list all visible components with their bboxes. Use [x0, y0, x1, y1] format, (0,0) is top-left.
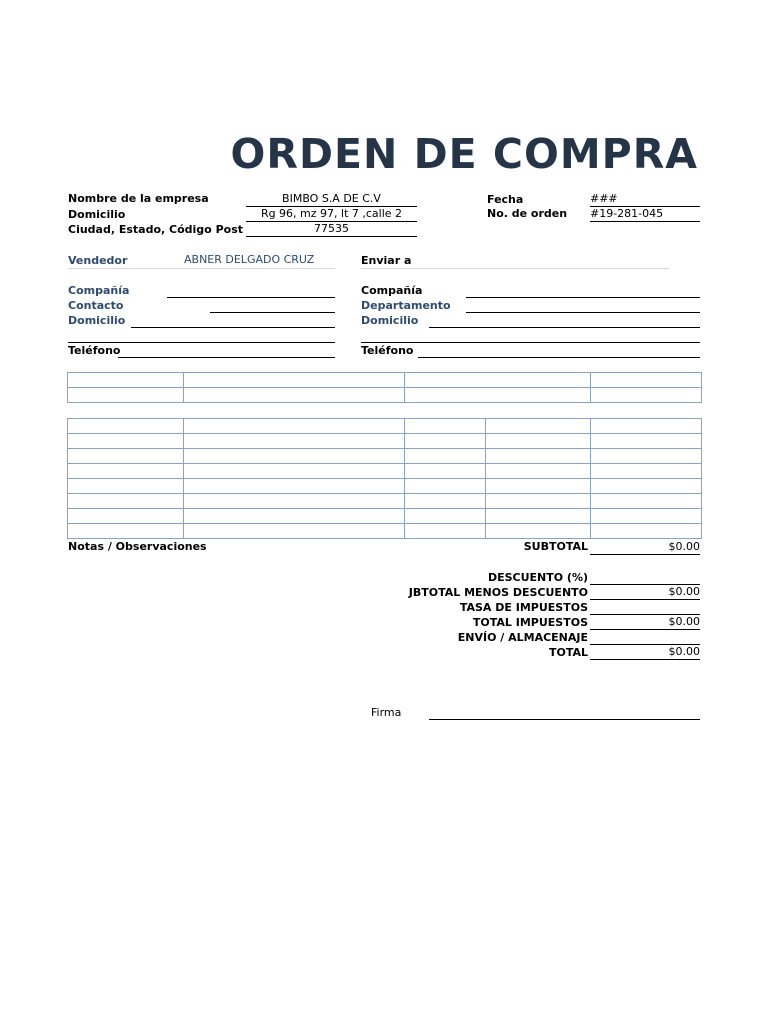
shipping-info-table: [67, 372, 702, 403]
table-cell[interactable]: [591, 388, 702, 403]
table-cell[interactable]: [68, 479, 184, 494]
subtotal-less-discount-value[interactable]: $0.00: [590, 585, 700, 600]
table-cell[interactable]: [184, 434, 405, 449]
vendor-phone-label: Teléfono: [68, 344, 120, 357]
table-cell[interactable]: [184, 449, 405, 464]
total-tax-label: TOTAL IMPUESTOS: [472, 616, 588, 629]
table-cell[interactable]: [184, 479, 405, 494]
items-table: [67, 418, 702, 539]
ship-to-address-field[interactable]: [429, 327, 700, 328]
table-cell[interactable]: [68, 449, 184, 464]
table-cell[interactable]: [68, 373, 184, 388]
table-cell[interactable]: [405, 388, 591, 403]
ship-to-address-field-2[interactable]: [361, 342, 700, 343]
table-cell[interactable]: [486, 449, 591, 464]
subtotal-less-discount-label: JBTOTAL MENOS DESCUENTO: [408, 586, 588, 599]
table-cell[interactable]: [184, 494, 405, 509]
table-row: [68, 419, 702, 434]
table-cell[interactable]: [591, 449, 702, 464]
table-cell[interactable]: [405, 449, 486, 464]
table-row: [68, 449, 702, 464]
table-cell[interactable]: [591, 434, 702, 449]
table-cell[interactable]: [405, 464, 486, 479]
table-cell[interactable]: [486, 464, 591, 479]
tax-rate-value[interactable]: [590, 600, 700, 615]
vendor-contact-label: Contacto: [68, 299, 124, 312]
table-cell[interactable]: [68, 464, 184, 479]
table-cell[interactable]: [486, 479, 591, 494]
ship-to-divider: [361, 268, 669, 269]
subtotal-value[interactable]: $0.00: [590, 540, 700, 555]
table-cell[interactable]: [591, 524, 702, 539]
subtotal-label: SUBTOTAL: [523, 540, 588, 553]
total-value[interactable]: $0.00: [590, 645, 700, 660]
table-cell[interactable]: [68, 494, 184, 509]
company-city-label: Ciudad, Estado, Código Post: [68, 223, 243, 236]
table-cell[interactable]: [184, 464, 405, 479]
table-row: [68, 479, 702, 494]
table-cell[interactable]: [486, 494, 591, 509]
table-cell[interactable]: [591, 373, 702, 388]
vendor-company-field[interactable]: [167, 297, 335, 298]
vendor-address-label: Domicilio: [68, 314, 126, 327]
ship-to-phone-field[interactable]: [418, 357, 700, 358]
order-number-value[interactable]: #19-281-045: [590, 207, 700, 222]
table-cell[interactable]: [405, 419, 486, 434]
vendor-address-field-2[interactable]: [68, 342, 335, 343]
company-name-value[interactable]: BIMBO S.A DE C.V: [246, 192, 417, 207]
company-address-value[interactable]: Rg 96, mz 97, lt 7 ,calle 2: [246, 207, 417, 222]
table-cell[interactable]: [68, 419, 184, 434]
table-cell[interactable]: [405, 509, 486, 524]
table-cell[interactable]: [68, 388, 184, 403]
ship-to-company-field[interactable]: [466, 297, 700, 298]
table-cell[interactable]: [405, 373, 591, 388]
vendor-address-field[interactable]: [131, 327, 335, 328]
vendor-divider: [68, 268, 335, 269]
table-cell[interactable]: [68, 434, 184, 449]
shipping-storage-value[interactable]: [590, 630, 700, 645]
ship-to-department-field[interactable]: [466, 312, 700, 313]
notes-label: Notas / Observaciones: [68, 540, 207, 553]
total-tax-value[interactable]: $0.00: [590, 615, 700, 630]
signature-field[interactable]: [429, 719, 700, 720]
table-cell[interactable]: [591, 419, 702, 434]
table-cell[interactable]: [184, 524, 405, 539]
table-row: [68, 464, 702, 479]
table-cell[interactable]: [184, 419, 405, 434]
order-date-label: Fecha: [487, 193, 524, 206]
total-label: TOTAL: [548, 646, 588, 659]
vendor-value[interactable]: ABNER DELGADO CRUZ: [184, 253, 315, 266]
table-cell[interactable]: [405, 524, 486, 539]
ship-to-label: Enviar a: [361, 254, 412, 267]
table-cell[interactable]: [405, 494, 486, 509]
ship-to-phone-label: Teléfono: [361, 344, 414, 357]
table-cell[interactable]: [68, 524, 184, 539]
tax-rate-label: TASA DE IMPUESTOS: [459, 601, 588, 614]
table-row: [68, 373, 702, 388]
table-row: [68, 434, 702, 449]
vendor-company-label: Compañía: [68, 284, 130, 297]
table-cell[interactable]: [591, 464, 702, 479]
shipping-storage-label: ENVÍO / ALMACENAJE: [457, 631, 588, 644]
vendor-phone-field[interactable]: [118, 357, 335, 358]
table-cell[interactable]: [486, 419, 591, 434]
company-address-label: Domicilio: [68, 208, 126, 221]
table-cell[interactable]: [591, 479, 702, 494]
table-row: [68, 524, 702, 539]
table-cell[interactable]: [591, 509, 702, 524]
order-number-label: No. de orden: [487, 207, 568, 220]
table-cell[interactable]: [68, 509, 184, 524]
company-city-value[interactable]: 77535: [246, 222, 417, 237]
table-row: [68, 388, 702, 403]
table-cell[interactable]: [184, 388, 405, 403]
vendor-contact-field[interactable]: [210, 312, 335, 313]
signature-label: Firma: [371, 706, 402, 719]
ship-to-address-label: Domicilio: [361, 314, 419, 327]
table-cell[interactable]: [486, 434, 591, 449]
page-title: ORDEN DE COMPRA: [230, 130, 698, 178]
order-date-value[interactable]: ###: [590, 192, 700, 207]
discount-label: DESCUENTO (%): [487, 571, 588, 584]
vendor-label: Vendedor: [68, 254, 128, 267]
table-row: [68, 509, 702, 524]
table-cell[interactable]: [184, 509, 405, 524]
discount-value[interactable]: [590, 570, 700, 585]
table-cell[interactable]: [405, 479, 486, 494]
table-cell[interactable]: [405, 434, 486, 449]
ship-to-company-label: Compañía: [361, 284, 423, 297]
ship-to-department-label: Departamento: [361, 299, 451, 312]
table-cell[interactable]: [486, 509, 591, 524]
table-cell[interactable]: [486, 524, 591, 539]
table-row: [68, 494, 702, 509]
company-name-label: Nombre de la empresa: [68, 192, 209, 205]
table-cell[interactable]: [591, 494, 702, 509]
table-cell[interactable]: [184, 373, 405, 388]
